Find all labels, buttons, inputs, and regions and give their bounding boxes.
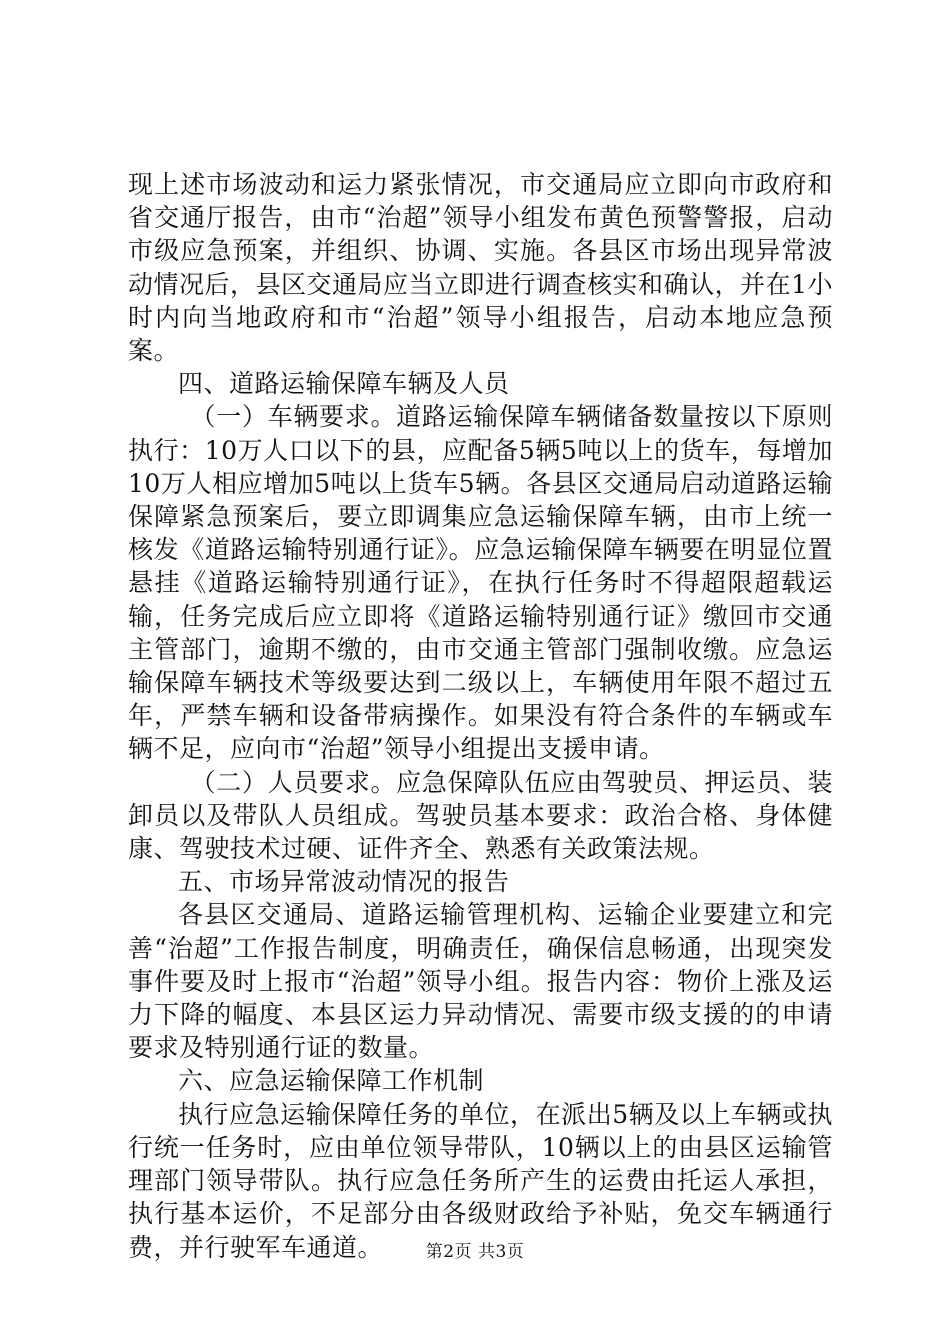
paragraph-mechanism: 执行应急运输保障任务的单位，在派出5辆及以上车辆或执行统一任务时，应由单位领导带队，10辆以上的由县区运输管理部门领导带队。执行应急任务所产生的运费由托运人承担，执行基本运价，不足部分由各级财政给予补贴，免交车辆通行费，并行驶军车通道。: [128, 1099, 833, 1262]
paragraph-vehicle-requirements: （一）车辆要求。道路运输保障车辆储备数量按以下原则执行：10万人口以下的县，应配备5辆5吨以上的货车，每增加10万人相应增加5吨以上货车5辆。各县区交通局启动道路运输保障紧急预案后，要立即调集应急运输保障车辆，由市上统一核发《道路运输特别通行证》。应急运输保障车辆要在明显位置悬挂《道路运输特别通行证》，在执行任务时不得超限超载运输，任务完成后应立即将《道路运输特别通行证》缴回市交通主管部门，逾期不缴的，由市交通主管部门强制收缴。应急运输保障车辆技术等级要达到二级以上，车辆使用年限不超过五年，严禁车辆和设备带病操作。如果没有符合条件的车辆或车辆不足，应向市“治超”领导小组提出支援申请。: [128, 402, 833, 764]
page-number-footer: 第2页 共3页: [425, 1242, 525, 1262]
document-body: [128, 168, 833, 1264]
section-heading-6: 六、应急运输保障工作机制: [178, 1066, 485, 1096]
paragraph-reporting: 各县区交通局、道路运输管理机构、运输企业要建立和完善“治超”工作报告制度，明确责任，确保信息畅通，出现突发事件要及时上报市“治超”领导小组。报告内容：物价上涨及运力下降的幅度、本县区运力异动情况、需要市级支援的的申请要求及特别通行证的数量。: [128, 900, 833, 1063]
paragraph-continuation: 现上述市场波动和运力紧张情况，市交通局应立即向市政府和省交通厅报告，由市“治超”领导小组发布黄色预警警报，启动市级应急预案，并组织、协调、实施。各县区市场出现异常波动情况后，县区交通局应当立即进行调查核实和确认，并在1小时内向当地政府和市“治超”领导小组报告，启动本地应急预案。: [128, 170, 833, 366]
section-heading-5: 五、市场异常波动情况的报告: [178, 867, 510, 897]
paragraph-personnel-requirements: （二）人员要求。应急保障队伍应由驾驶员、押运员、装卸员以及带队人员组成。驾驶员基本要求：政治合格、身体健康、驾驶技术过硬、证件齐全、熟悉有关政策法规。: [128, 767, 833, 864]
section-heading-4: 四、道路运输保障车辆及人员: [178, 369, 510, 399]
